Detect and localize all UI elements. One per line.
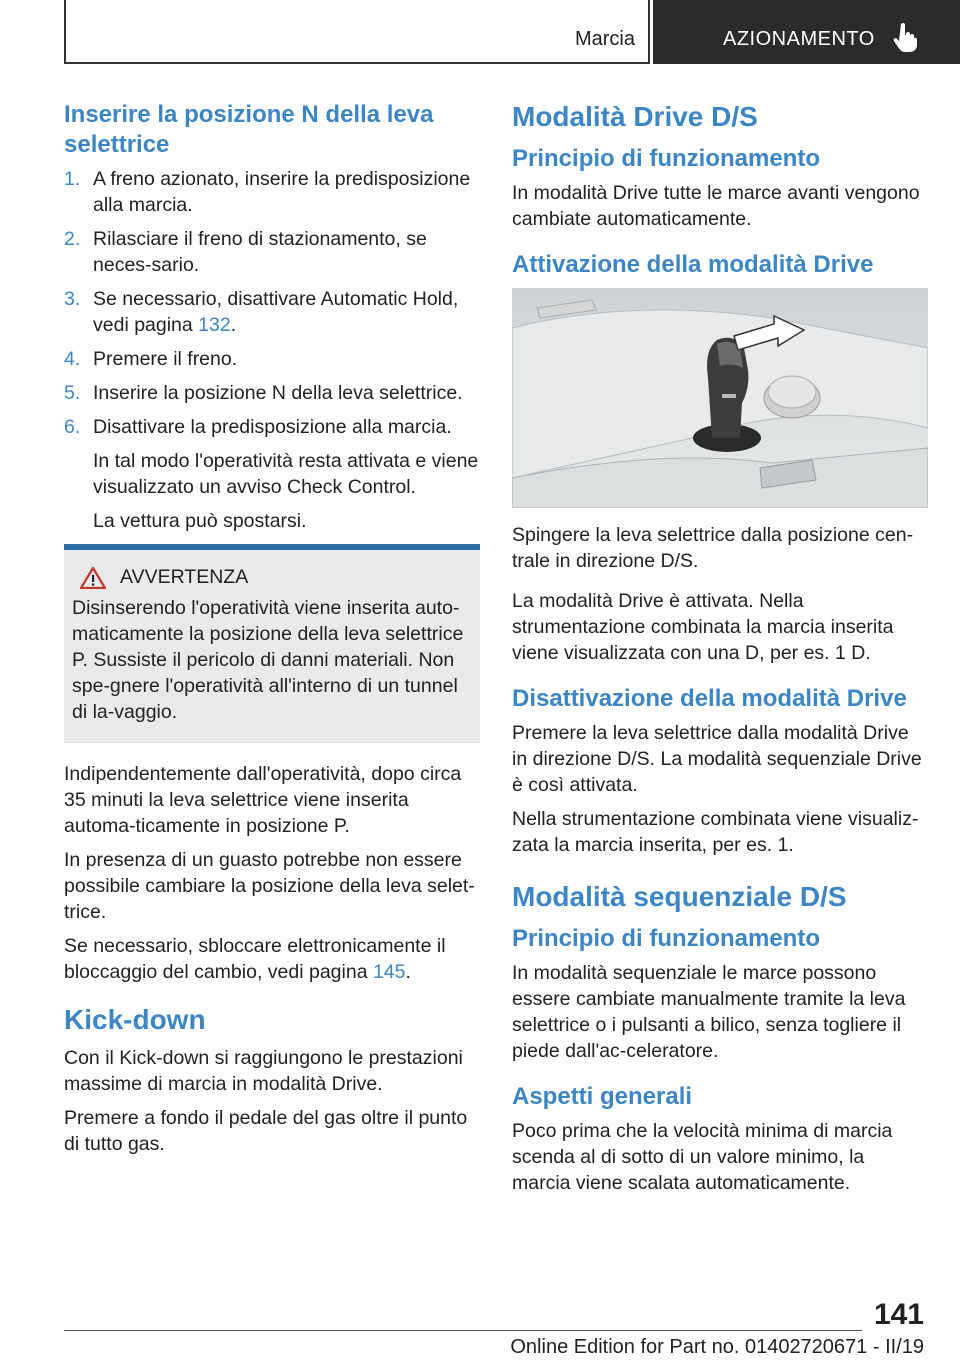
heading-neutral: Inserire la posizione N della leva selettrice [64, 101, 434, 158]
heading-principle: Principio di funzionamento [512, 145, 820, 172]
hand-pointer-icon [893, 22, 919, 52]
gear-selector-illustration [512, 288, 928, 508]
right-column [512, 100, 928, 1204]
heading-principle: Principio di funzionamento [512, 925, 820, 952]
paragraph: Se necessario, sbloccare elettronicamente il bloccaggio del cambio, vedi pagina 145. [64, 935, 446, 983]
list-item: 1. A freno azionato, inserire la predisposizione alla marcia. [64, 168, 471, 216]
paragraph: Nella strumentazione combinata viene visualiz-zata la marcia inserita, per es. 1. [512, 808, 919, 856]
footer-divider [64, 1330, 862, 1331]
warning-box [64, 544, 480, 743]
page-link-132[interactable]: 132 [198, 314, 231, 336]
page-number: 141 [873, 1298, 924, 1331]
list-item: 5. Inserire la posizione N della leva selettrice. [64, 382, 463, 404]
list-item: 4. Premere il freno. [64, 348, 238, 370]
heading-general: Aspetti generali [512, 1083, 693, 1110]
heading-activation: Attivazione della modalità Drive [512, 251, 874, 278]
chapter-title: AZIONAMENTO [723, 28, 875, 50]
paragraph: In modalità Drive tutte le marce avanti vengono cambiate automaticamente. [512, 182, 920, 230]
edition-footer: Online Edition for Part no. 01402720671 - II/19 [510, 1336, 924, 1358]
paragraph: Indipendentemente dall'operatività, dopo circa 35 minuti la leva selettrice viene inserita automa-ticamente in posizione P. [64, 763, 462, 837]
warning-title: AVVERTENZA [120, 566, 249, 588]
paragraph: In modalità sequenziale le marce possono essere cambiate manualmente tramite la leva selettrice o i pulsanti a bilico, senza togliere il piede dall'ac-celeratore. [512, 962, 906, 1062]
paragraph: La modalità Drive è attivata. Nella strumentazione combinata la marcia inserita viene visualizzata con una D, per es. 1 D. [512, 590, 894, 664]
page-link-145[interactable]: 145 [372, 961, 406, 983]
heading-deactivation: Disattivazione della modalità Drive [512, 685, 907, 712]
left-column [64, 100, 480, 1165]
list-item: 3. Se necessario, disattivare Automatic Hold, vedi pagina 132. [64, 288, 459, 336]
heading-kickdown: Kick-down [64, 1004, 206, 1035]
heading-sequential-mode: Modalità sequenziale D/S [512, 881, 847, 912]
chapter-tab [653, 0, 960, 64]
list-item: 2. Rilasciare il freno di stazionamento, se neces-sario. [64, 228, 427, 276]
step6-note: La vettura può spostarsi. [93, 510, 307, 532]
paragraph: Poco prima che la velocità minima di marcia scenda al di sotto di un valore minimo, la marcia viene scalata automaticamente. [512, 1120, 893, 1194]
warning-text: Disinserendo l'operatività viene inserita auto-maticamente la posizione della leva selettrice P. Sussiste il pericolo di danni materiali. Non spe-gnere l'operatività all'interno di un tunnel di la-vaggio. [72, 597, 464, 723]
paragraph: In presenza di un guasto potrebbe non essere possibile cambiare la posizione della leva selet-trice. [64, 849, 475, 923]
steps-list [64, 166, 480, 440]
warning-triangle-icon [80, 567, 106, 589]
step6-note: In tal modo l'operatività resta attivata e viene visualizzato un avviso Check Control. [93, 450, 479, 498]
paragraph: Premere a fondo il pedale del gas oltre il punto di tutto gas. [64, 1107, 468, 1155]
paragraph: Spingere la leva selettrice dalla posizione cen-trale in direzione D/S. [512, 524, 914, 572]
header-frame [64, 0, 650, 64]
paragraph: Premere la leva selettrice dalla modalità Drive in direzione D/S. La modalità sequenziale Drive è così attivata. [512, 722, 922, 796]
list-item: 6. Disattivare la predisposizione alla marcia. [64, 416, 452, 438]
paragraph: Con il Kick-down si raggiungono le prestazioni massime di marcia in modalità Drive. [64, 1047, 463, 1095]
heading-drive-mode: Modalità Drive D/S [512, 101, 758, 132]
section-title: Marcia [574, 28, 635, 50]
